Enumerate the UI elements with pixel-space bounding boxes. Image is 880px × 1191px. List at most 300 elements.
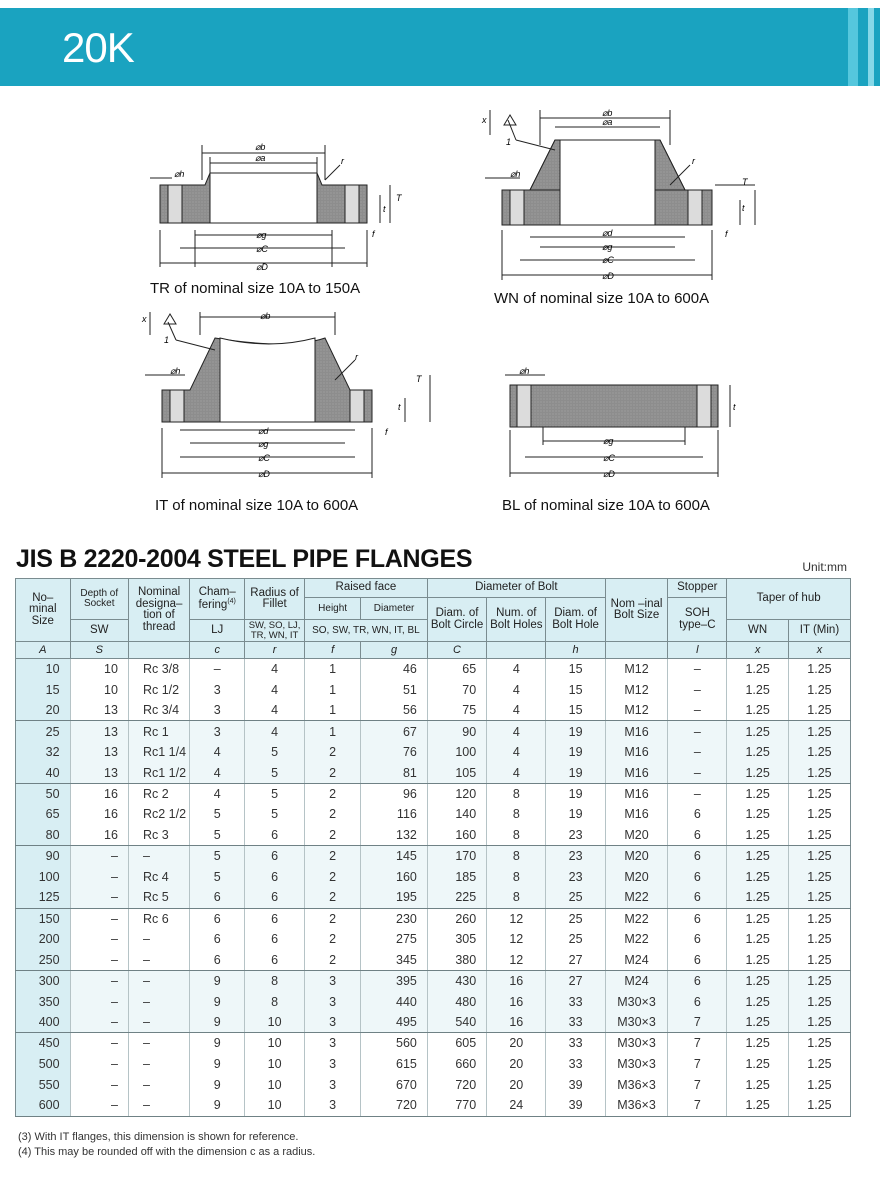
- header-stripe: [848, 8, 858, 86]
- table-cell: M12: [605, 700, 668, 721]
- table-cell: 9: [190, 1095, 245, 1116]
- symbol-cell: r: [245, 642, 305, 659]
- label-b: ⌀b: [255, 142, 266, 152]
- symbol-cell: [128, 642, 189, 659]
- svg-text:⌀g: ⌀g: [603, 436, 614, 446]
- table-cell: 6: [668, 846, 727, 867]
- table-cell: 140: [427, 804, 486, 825]
- table-cell: Rc 4: [128, 866, 189, 887]
- table-cell: 19: [546, 783, 605, 804]
- nominal-size-cell: 600: [16, 1095, 71, 1116]
- table-cell: –: [70, 846, 128, 867]
- table-cell: 6: [245, 825, 305, 846]
- svg-text:t: t: [383, 204, 386, 214]
- table-cell: 25: [546, 929, 605, 950]
- table-cell: –: [70, 1074, 128, 1095]
- nominal-size-cell: 40: [16, 762, 71, 783]
- svg-text:x: x: [142, 314, 147, 324]
- table-cell: 4: [245, 700, 305, 721]
- table-cell: 65: [427, 659, 486, 680]
- table-cell: 1.25: [727, 1074, 789, 1095]
- table-cell: 6: [668, 804, 727, 825]
- table-cell: 185: [427, 866, 486, 887]
- header-nominal-bolt: Nom –inal Bolt Size: [605, 579, 668, 642]
- table-cell: 6: [245, 846, 305, 867]
- table-cell: Rc 2: [128, 783, 189, 804]
- svg-text:T: T: [742, 177, 748, 187]
- table-cell: 1: [304, 721, 360, 742]
- table-cell: 8: [487, 804, 546, 825]
- table-row: [16, 1054, 851, 1075]
- table-cell: 1.25: [727, 950, 789, 971]
- table-cell: 1.25: [788, 783, 850, 804]
- table-cell: 39: [546, 1095, 605, 1116]
- table-row: [16, 887, 851, 908]
- header-depth-socket: Depth of Socket: [70, 579, 128, 620]
- table-cell: 1.25: [788, 825, 850, 846]
- table-cell: 1.25: [727, 1033, 789, 1054]
- table-cell: 5: [190, 846, 245, 867]
- nominal-size-cell: 100: [16, 866, 71, 887]
- table-cell: 12: [487, 950, 546, 971]
- table-cell: 3: [304, 1012, 360, 1033]
- table-cell: M30×3: [605, 991, 668, 1012]
- table-cell: –: [128, 929, 189, 950]
- table-cell: 19: [546, 742, 605, 763]
- table-cell: 116: [361, 804, 428, 825]
- symbol-cell: h: [546, 642, 605, 659]
- table-cell: 4: [245, 659, 305, 680]
- table-cell: 1.25: [788, 1033, 850, 1054]
- table-cell: 3: [304, 970, 360, 991]
- table-cell: 305: [427, 929, 486, 950]
- table-cell: Rc 3/4: [128, 700, 189, 721]
- table-cell: 230: [361, 908, 428, 929]
- table-cell: M20: [605, 846, 668, 867]
- svg-text:T: T: [396, 193, 402, 203]
- svg-text:x: x: [482, 115, 487, 125]
- table-cell: –: [70, 908, 128, 929]
- table-cell: 1.25: [727, 887, 789, 908]
- table-cell: 2: [304, 887, 360, 908]
- table-cell: 20: [487, 1054, 546, 1075]
- table-cell: –: [70, 887, 128, 908]
- table-cell: 1.25: [788, 1054, 850, 1075]
- table-cell: 5: [245, 804, 305, 825]
- table-cell: 8: [245, 991, 305, 1012]
- table-cell: 25: [546, 887, 605, 908]
- table-cell: 13: [70, 762, 128, 783]
- table-row: [16, 908, 851, 929]
- table-cell: 1.25: [788, 950, 850, 971]
- nominal-size-cell: 10: [16, 659, 71, 680]
- svg-text:⌀d: ⌀d: [258, 426, 269, 436]
- nominal-size-cell: 500: [16, 1054, 71, 1075]
- table-cell: Rc1 1/4: [128, 742, 189, 763]
- table-cell: 9: [190, 970, 245, 991]
- header-stopper: Stopper: [668, 579, 727, 598]
- header-bolt-circle: Diam. of Bolt Circle: [427, 598, 486, 642]
- table-cell: 1.25: [727, 825, 789, 846]
- table-cell: 132: [361, 825, 428, 846]
- table-row: [16, 804, 851, 825]
- table-cell: 23: [546, 846, 605, 867]
- table-cell: M16: [605, 762, 668, 783]
- table-cell: –: [668, 721, 727, 742]
- table-cell: 160: [361, 866, 428, 887]
- table-cell: 1.25: [727, 721, 789, 742]
- table-cell: 2: [304, 950, 360, 971]
- header-nominal-size: No– minal Size: [16, 579, 71, 642]
- table-cell: 495: [361, 1012, 428, 1033]
- table-cell: 4: [190, 742, 245, 763]
- table-cell: 430: [427, 970, 486, 991]
- header-bar: [0, 8, 880, 86]
- table-cell: 9: [190, 1012, 245, 1033]
- nominal-size-cell: 90: [16, 846, 71, 867]
- table-cell: 96: [361, 783, 428, 804]
- table-cell: 10: [70, 679, 128, 700]
- table-cell: 3: [190, 679, 245, 700]
- svg-text:⌀D: ⌀D: [256, 262, 268, 272]
- table-cell: Rc 1: [128, 721, 189, 742]
- table-cell: 1.25: [788, 721, 850, 742]
- nominal-size-cell: 400: [16, 1012, 71, 1033]
- nominal-size-cell: 450: [16, 1033, 71, 1054]
- table-cell: 1.25: [727, 1012, 789, 1033]
- table-cell: 615: [361, 1054, 428, 1075]
- table-cell: 6: [668, 991, 727, 1012]
- table-cell: 1.25: [788, 887, 850, 908]
- table-cell: 3: [190, 700, 245, 721]
- table-cell: 3: [304, 1054, 360, 1075]
- table-cell: 540: [427, 1012, 486, 1033]
- svg-text:t: t: [742, 203, 745, 213]
- table-row: [16, 659, 851, 680]
- table-cell: 4: [487, 659, 546, 680]
- table-cell: 1.25: [788, 1074, 850, 1095]
- header-raised-sub: SO, SW, TR, WN, IT, BL: [304, 620, 427, 642]
- table-cell: 6: [245, 950, 305, 971]
- table-cell: 8: [487, 825, 546, 846]
- table-cell: 12: [487, 929, 546, 950]
- table-cell: 560: [361, 1033, 428, 1054]
- table-cell: 33: [546, 1012, 605, 1033]
- table-cell: 27: [546, 950, 605, 971]
- svg-text:⌀g: ⌀g: [602, 242, 613, 252]
- table-cell: 19: [546, 804, 605, 825]
- table-cell: –: [70, 1054, 128, 1075]
- svg-text:f: f: [372, 229, 375, 239]
- table-cell: 46: [361, 659, 428, 680]
- nominal-size-cell: 150: [16, 908, 71, 929]
- table-cell: 10: [245, 1054, 305, 1075]
- table-cell: 6: [245, 887, 305, 908]
- table-cell: M30×3: [605, 1012, 668, 1033]
- table-cell: 6: [190, 908, 245, 929]
- page-title: 20K: [62, 24, 134, 71]
- table-cell: 76: [361, 742, 428, 763]
- table-cell: 2: [304, 908, 360, 929]
- table-cell: 6: [245, 908, 305, 929]
- table-row: [16, 970, 851, 991]
- table-cell: 1.25: [788, 929, 850, 950]
- table-cell: 1.25: [788, 846, 850, 867]
- table-cell: –: [668, 742, 727, 763]
- table-cell: 2: [304, 846, 360, 867]
- table-cell: Rc 5: [128, 887, 189, 908]
- table-cell: 7: [668, 1095, 727, 1116]
- table-cell: 1.25: [727, 700, 789, 721]
- table-cell: 9: [190, 991, 245, 1012]
- header-taper-of-hub: Taper of hub: [727, 579, 851, 620]
- table-row: [16, 991, 851, 1012]
- symbol-cell: S: [70, 642, 128, 659]
- table-cell: M16: [605, 721, 668, 742]
- table-cell: 345: [361, 950, 428, 971]
- table-cell: 16: [70, 783, 128, 804]
- table-cell: 9: [190, 1074, 245, 1095]
- table-cell: 145: [361, 846, 428, 867]
- table-cell: 6: [245, 929, 305, 950]
- svg-text:⌀h: ⌀h: [170, 366, 181, 376]
- symbol-cell: x: [727, 642, 789, 659]
- header-stopper-sub: SOH type–C: [668, 598, 727, 642]
- table-cell: 70: [427, 679, 486, 700]
- svg-text:⌀d: ⌀d: [602, 228, 613, 238]
- table-cell: 7: [668, 1012, 727, 1033]
- diagram-bl: [495, 365, 755, 485]
- table-cell: 33: [546, 991, 605, 1012]
- table-cell: 6: [190, 950, 245, 971]
- table-cell: 670: [361, 1074, 428, 1095]
- table-cell: 1.25: [788, 742, 850, 763]
- table-cell: 1.25: [788, 659, 850, 680]
- table-cell: 20: [487, 1074, 546, 1095]
- table-cell: 480: [427, 991, 486, 1012]
- symbol-cell: f: [304, 642, 360, 659]
- symbol-cell: C: [427, 642, 486, 659]
- table-cell: M24: [605, 950, 668, 971]
- table-cell: 2: [304, 804, 360, 825]
- table-cell: 1: [304, 679, 360, 700]
- table-body: [16, 659, 851, 1117]
- table-cell: M22: [605, 887, 668, 908]
- table-cell: 160: [427, 825, 486, 846]
- table-cell: –: [70, 950, 128, 971]
- svg-text:⌀b: ⌀b: [260, 311, 271, 321]
- table-cell: 6: [668, 825, 727, 846]
- table-cell: M20: [605, 825, 668, 846]
- svg-text:f: f: [725, 229, 728, 239]
- table-row: [16, 929, 851, 950]
- table-cell: 1.25: [788, 1012, 850, 1033]
- table-cell: 81: [361, 762, 428, 783]
- table-cell: 16: [487, 1012, 546, 1033]
- table-cell: 1.25: [788, 908, 850, 929]
- table-cell: 3: [304, 1074, 360, 1095]
- table-cell: –: [668, 762, 727, 783]
- table-cell: M22: [605, 908, 668, 929]
- table-cell: 1.25: [727, 762, 789, 783]
- table-cell: 1.25: [727, 679, 789, 700]
- table-cell: 23: [546, 825, 605, 846]
- table-cell: 1.25: [788, 866, 850, 887]
- table-cell: 1.25: [727, 866, 789, 887]
- table-cell: Rc2 1/2: [128, 804, 189, 825]
- table-cell: 1.25: [788, 970, 850, 991]
- table-row: [16, 1012, 851, 1033]
- footnote-4: (4) This may be rounded off with the dimension c as a radius.: [18, 1145, 316, 1158]
- table-cell: –: [70, 929, 128, 950]
- table-cell: Rc 3/8: [128, 659, 189, 680]
- header-taper-wn: WN: [727, 620, 789, 642]
- svg-text:⌀g: ⌀g: [258, 439, 269, 449]
- table-row: [16, 762, 851, 783]
- table-cell: –: [70, 1033, 128, 1054]
- table-cell: 12: [487, 908, 546, 929]
- nominal-size-cell: 32: [16, 742, 71, 763]
- symbol-cell: A: [16, 642, 71, 659]
- table-cell: 67: [361, 721, 428, 742]
- table-cell: 1.25: [727, 991, 789, 1012]
- table-row: [16, 742, 851, 763]
- svg-text:t: t: [733, 402, 736, 412]
- table-cell: 33: [546, 1054, 605, 1075]
- table-cell: 25: [546, 908, 605, 929]
- table-cell: 10: [245, 1095, 305, 1116]
- svg-text:⌀h: ⌀h: [174, 169, 185, 179]
- table-row: [16, 1095, 851, 1116]
- table-row: [16, 721, 851, 742]
- nominal-size-cell: 50: [16, 783, 71, 804]
- table-cell: 6: [190, 887, 245, 908]
- table-cell: 3: [190, 721, 245, 742]
- svg-text:⌀C: ⌀C: [602, 255, 614, 265]
- table-cell: 7: [668, 1033, 727, 1054]
- nominal-size-cell: 25: [16, 721, 71, 742]
- table-cell: 10: [245, 1074, 305, 1095]
- svg-text:⌀C: ⌀C: [256, 244, 268, 254]
- header-stripe: [868, 8, 874, 86]
- table-cell: 3: [304, 991, 360, 1012]
- table-cell: 770: [427, 1095, 486, 1116]
- table-cell: 7: [668, 1074, 727, 1095]
- table-cell: 1.25: [727, 1054, 789, 1075]
- table-cell: –: [70, 970, 128, 991]
- table-cell: –: [668, 659, 727, 680]
- caption-wn: WN of nominal size 10A to 600A: [494, 290, 710, 307]
- table-cell: 1.25: [788, 991, 850, 1012]
- table-cell: 1: [304, 659, 360, 680]
- svg-text:1: 1: [164, 335, 170, 345]
- table-cell: –: [70, 991, 128, 1012]
- svg-text:t: t: [398, 402, 401, 412]
- table-cell: –: [128, 1095, 189, 1116]
- footnotes: [18, 1130, 315, 1160]
- table-cell: 1.25: [727, 846, 789, 867]
- svg-text:⌀a: ⌀a: [602, 117, 613, 127]
- table-row: [16, 846, 851, 867]
- table-cell: 24: [487, 1095, 546, 1116]
- diagram-it: [140, 310, 420, 490]
- table-cell: –: [668, 679, 727, 700]
- table-cell: 15: [546, 659, 605, 680]
- table-cell: –: [70, 866, 128, 887]
- table-cell: 170: [427, 846, 486, 867]
- table-row: [16, 866, 851, 887]
- table-cell: M30×3: [605, 1054, 668, 1075]
- table-cell: 2: [304, 783, 360, 804]
- header-raised-face: Raised face: [304, 579, 427, 598]
- nominal-size-cell: 20: [16, 700, 71, 721]
- header-symbols-row: [16, 642, 851, 659]
- table-cell: M36×3: [605, 1095, 668, 1116]
- table-cell: 4: [245, 679, 305, 700]
- table-cell: –: [128, 846, 189, 867]
- symbol-cell: l: [668, 642, 727, 659]
- table-cell: 4: [487, 679, 546, 700]
- section-title: JIS B 2220-2004 STEEL PIPE FLANGES: [16, 545, 473, 573]
- header-depth-sub: SW: [70, 620, 128, 642]
- table-cell: 10: [70, 659, 128, 680]
- header-raised-diameter: Diameter: [361, 598, 428, 620]
- table-cell: 2: [304, 742, 360, 763]
- table-cell: –: [128, 1074, 189, 1095]
- table-cell: 13: [70, 742, 128, 763]
- caption-tr: TR of nominal size 10A to 150A: [150, 280, 361, 297]
- table-cell: 1.25: [727, 970, 789, 991]
- svg-text:⌀h: ⌀h: [510, 169, 521, 179]
- nominal-size-cell: 550: [16, 1074, 71, 1095]
- svg-text:r: r: [692, 156, 695, 166]
- caption-bl: BL of nominal size 10A to 600A: [502, 497, 710, 514]
- table-cell: –: [128, 991, 189, 1012]
- table-cell: M16: [605, 783, 668, 804]
- table-cell: –: [128, 970, 189, 991]
- table-cell: 6: [668, 950, 727, 971]
- table-row: [16, 783, 851, 804]
- svg-text:⌀g: ⌀g: [256, 230, 267, 240]
- header-bolt-hole-diam: Diam. of Bolt Hole: [546, 598, 605, 642]
- symbol-cell: [487, 642, 546, 659]
- table-cell: 380: [427, 950, 486, 971]
- table-cell: 1: [304, 700, 360, 721]
- table-cell: 275: [361, 929, 428, 950]
- svg-text:⌀h: ⌀h: [519, 366, 530, 376]
- table-cell: 100: [427, 742, 486, 763]
- svg-text:⌀D: ⌀D: [603, 469, 615, 479]
- unit-label: Unit:mm: [802, 560, 847, 574]
- table-cell: 120: [427, 783, 486, 804]
- nominal-size-cell: 250: [16, 950, 71, 971]
- nominal-size-cell: 200: [16, 929, 71, 950]
- table-cell: 4: [487, 742, 546, 763]
- table-cell: 225: [427, 887, 486, 908]
- table-cell: 1.25: [788, 679, 850, 700]
- table-cell: 10: [245, 1012, 305, 1033]
- table-cell: 9: [190, 1033, 245, 1054]
- svg-text:1: 1: [506, 137, 512, 147]
- table-cell: 1.25: [788, 700, 850, 721]
- table-cell: M16: [605, 804, 668, 825]
- label-a: ⌀a: [255, 153, 266, 163]
- table-cell: Rc 1/2: [128, 679, 189, 700]
- svg-text:⌀b: ⌀b: [602, 108, 613, 118]
- svg-text:r: r: [341, 156, 344, 166]
- table-cell: 56: [361, 700, 428, 721]
- table-cell: M12: [605, 659, 668, 680]
